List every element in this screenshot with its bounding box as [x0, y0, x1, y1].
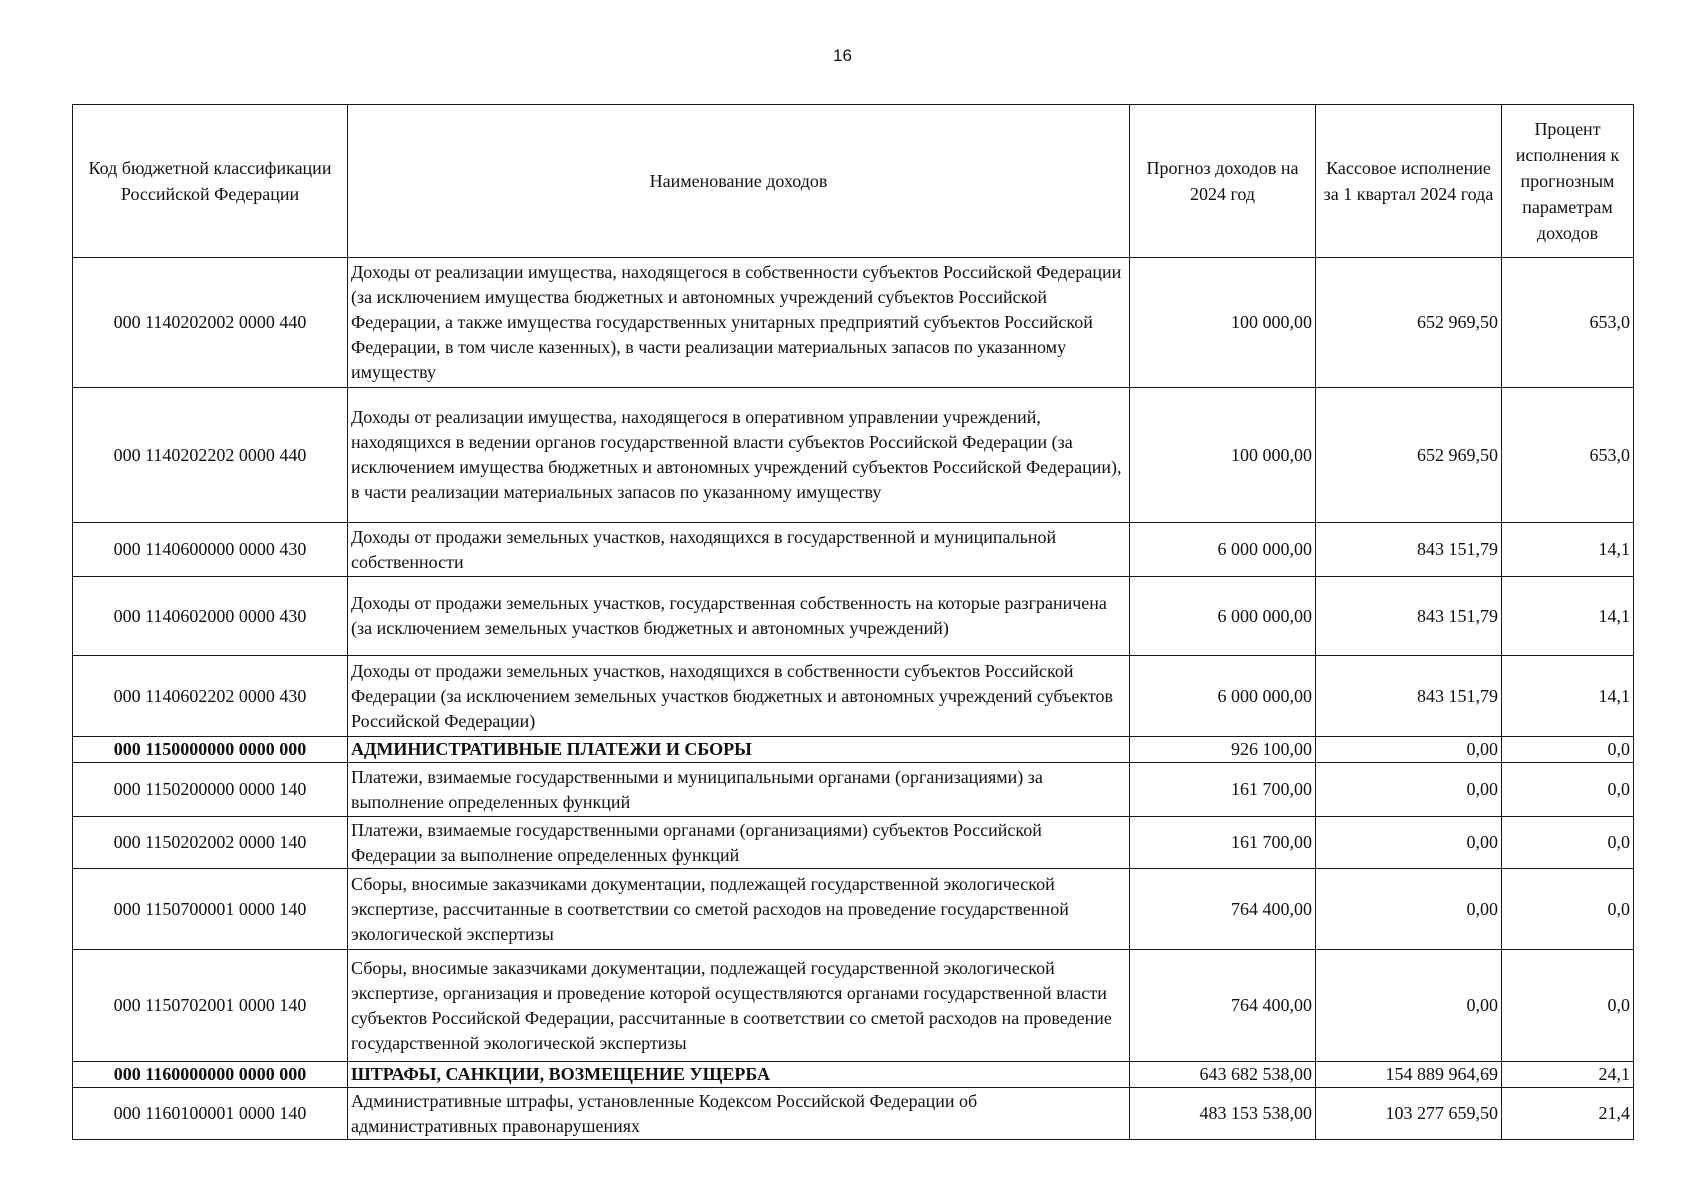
table-row: [73, 950, 1634, 1062]
row-percent: 14,1: [1502, 656, 1634, 737]
row-code: 000 1150000000 0000 000: [73, 737, 348, 763]
header-percent: Процент исполнения к прогнозным параметрам доходов: [1502, 105, 1634, 258]
row-code: 000 1140602000 0000 430: [73, 577, 348, 656]
row-forecast: 6 000 000,00: [1130, 523, 1316, 577]
table-row: [73, 656, 1634, 737]
row-actual: 0,00: [1316, 763, 1502, 817]
row-actual: 652 969,50: [1316, 258, 1502, 388]
row-name: АДМИНИСТРАТИВНЫЕ ПЛАТЕЖИ И СБОРЫ: [348, 737, 1130, 763]
row-name: Сборы, вносимые заказчиками документации, подлежащей государственной экологической экспертизе, рассчитанные в соответствии со сметой расходов на проведение государственной экологической экспертизы: [348, 869, 1130, 950]
row-name: Сборы, вносимые заказчиками документации, подлежащей государственной экологической экспертизе, организация и проведение которой осуществляются органами государственной власти субъектов Российской Федерации, рассчитанные в соответствии со сметой расходов на проведение государственной экологической экспертизы: [348, 950, 1130, 1062]
table-row: [73, 1062, 1634, 1088]
row-forecast: 100 000,00: [1130, 388, 1316, 523]
row-forecast: 926 100,00: [1130, 737, 1316, 763]
table-row: [73, 869, 1634, 950]
table-row: [73, 388, 1634, 523]
row-forecast: 100 000,00: [1130, 258, 1316, 388]
row-actual: 103 277 659,50: [1316, 1088, 1502, 1140]
row-code: 000 1160000000 0000 000: [73, 1062, 348, 1088]
row-percent: 653,0: [1502, 388, 1634, 523]
page-number: 16: [833, 46, 852, 65]
revenue-table: [72, 104, 1634, 1140]
row-percent: 14,1: [1502, 523, 1634, 577]
row-code: 000 1140602202 0000 430: [73, 656, 348, 737]
row-forecast: 764 400,00: [1130, 950, 1316, 1062]
header-code: Код бюджетной классификации Российской Федерации: [73, 105, 348, 258]
row-name: Доходы от реализации имущества, находящегося в оперативном управлении учреждений, находящихся в ведении органов государственной власти субъектов Российской Федерации (за исключением имущества бюджетных и автономных учреждений субъектов Российской Федерации), в части реализации материальных запасов по указанному имуществу: [348, 388, 1130, 523]
row-code: 000 1140600000 0000 430: [73, 523, 348, 577]
row-code: 000 1150702001 0000 140: [73, 950, 348, 1062]
row-percent: 0,0: [1502, 817, 1634, 869]
header-actual: Кассовое исполнение за 1 квартал 2024 года: [1316, 105, 1502, 258]
row-percent: 653,0: [1502, 258, 1634, 388]
table-header-row: [73, 105, 1634, 258]
row-code: 000 1160100001 0000 140: [73, 1088, 348, 1140]
row-name: Доходы от продажи земельных участков, находящихся в собственности субъектов Российской Федерации (за исключением земельных участков бюджетных и автономных учреждений субъектов Российской Федерации): [348, 656, 1130, 737]
table-row: [73, 737, 1634, 763]
row-code: 000 1150200000 0000 140: [73, 763, 348, 817]
row-percent: 14,1: [1502, 577, 1634, 656]
table-row: [73, 577, 1634, 656]
row-code: 000 1140202202 0000 440: [73, 388, 348, 523]
table-row: [73, 523, 1634, 577]
row-actual: 843 151,79: [1316, 523, 1502, 577]
header-forecast: Прогноз доходов на 2024 год: [1130, 105, 1316, 258]
row-forecast: 6 000 000,00: [1130, 577, 1316, 656]
row-actual: 154 889 964,69: [1316, 1062, 1502, 1088]
row-actual: 843 151,79: [1316, 577, 1502, 656]
row-actual: 0,00: [1316, 737, 1502, 763]
row-actual: 0,00: [1316, 869, 1502, 950]
row-percent: 0,0: [1502, 950, 1634, 1062]
row-forecast: 6 000 000,00: [1130, 656, 1316, 737]
row-code: 000 1150202002 0000 140: [73, 817, 348, 869]
row-forecast: 764 400,00: [1130, 869, 1316, 950]
row-name: Доходы от продажи земельных участков, государственная собственность на которые разграничена (за исключением земельных участков бюджетных и автономных учреждений): [348, 577, 1130, 656]
row-forecast: 483 153 538,00: [1130, 1088, 1316, 1140]
row-code: 000 1150700001 0000 140: [73, 869, 348, 950]
header-name: Наименование доходов: [348, 105, 1130, 258]
row-code: 000 1140202002 0000 440: [73, 258, 348, 388]
row-percent: 0,0: [1502, 737, 1634, 763]
row-percent: 24,1: [1502, 1062, 1634, 1088]
row-actual: 0,00: [1316, 817, 1502, 869]
row-percent: 21,4: [1502, 1088, 1634, 1140]
row-actual: 0,00: [1316, 950, 1502, 1062]
row-name: ШТРАФЫ, САНКЦИИ, ВОЗМЕЩЕНИЕ УЩЕРБА: [348, 1062, 1130, 1088]
row-percent: 0,0: [1502, 869, 1634, 950]
row-forecast: 161 700,00: [1130, 817, 1316, 869]
row-name: Доходы от продажи земельных участков, находящихся в государственной и муниципальной собственности: [348, 523, 1130, 577]
row-name: Административные штрафы, установленные Кодексом Российской Федерации об административных правонарушениях: [348, 1088, 1130, 1140]
row-name: Платежи, взимаемые государственными органами (организациями) субъектов Российской Федерации за выполнение определенных функций: [348, 817, 1130, 869]
row-actual: 843 151,79: [1316, 656, 1502, 737]
row-forecast: 643 682 538,00: [1130, 1062, 1316, 1088]
table-row: [73, 1088, 1634, 1140]
row-name: Доходы от реализации имущества, находящегося в собственности субъектов Российской Федерации (за исключением имущества бюджетных и автономных учреждений субъектов Российской Федерации, а также имущества государственных унитарных предприятий субъектов Российской Федерации, в том числе казенных), в части реализации материальных запасов по указанному имуществу: [348, 258, 1130, 388]
row-percent: 0,0: [1502, 763, 1634, 817]
row-actual: 652 969,50: [1316, 388, 1502, 523]
table-row: [73, 763, 1634, 817]
table-row: [73, 817, 1634, 869]
table-row: [73, 258, 1634, 388]
row-forecast: 161 700,00: [1130, 763, 1316, 817]
row-name: Платежи, взимаемые государственными и муниципальными органами (организациями) за выполнение определенных функций: [348, 763, 1130, 817]
